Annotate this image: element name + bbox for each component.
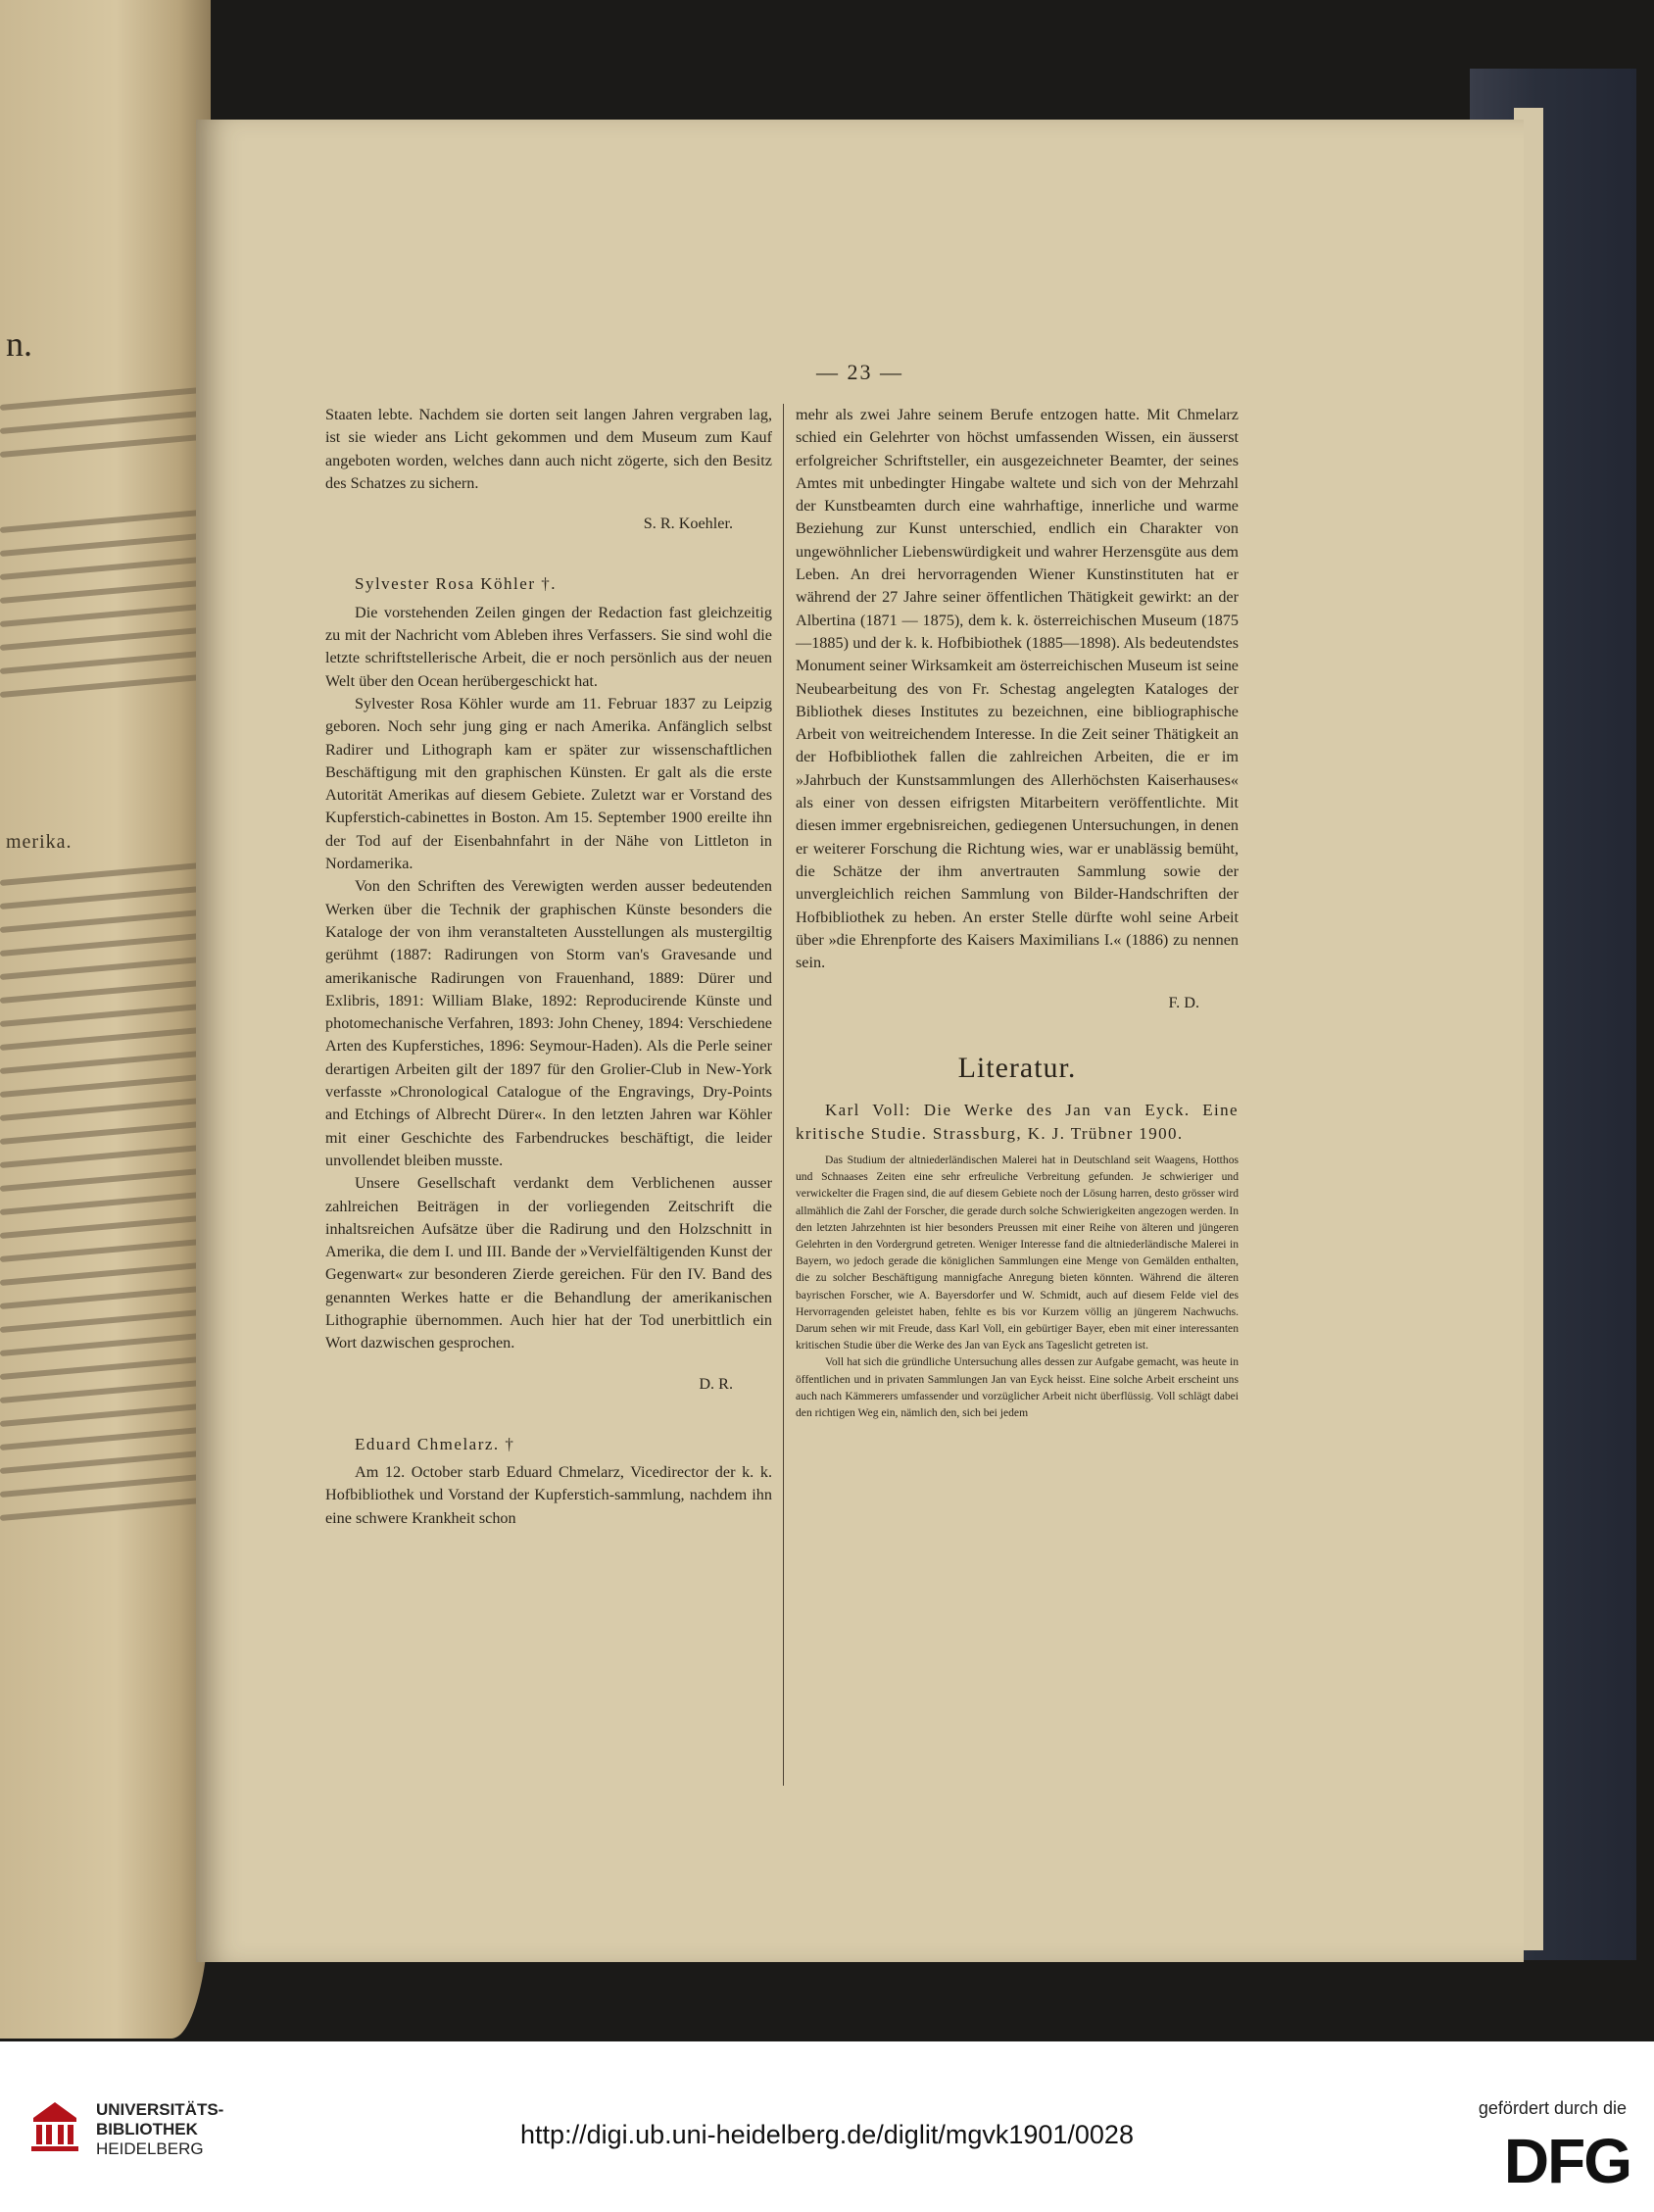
paragraph: Am 12. October starb Eduard Chmelarz, Vicedirector der k. k. Hofbibliothek und Vorstand der Kupferstich-sammlung, nachdem ihn eine schwere Krankheit schon [325, 1463, 772, 1527]
signature: F. D. [1168, 994, 1199, 1012]
review-body [796, 1152, 1239, 1421]
paragraph: Das Studium der altniederländischen Malerei hat in Deutschland seit Waagens, Hotthos und Schnaases Zeiten eine sehr erfreuliche Verbreitung gefunden. Je schwieriger und verwickelter die Fragen sind, die auf diesem Gebiete noch der Lösung harren, desto grösser wird allmählich die Zahl der Forscher, die gerade durch solche Schwierigkeiten angezogen werden. In den letzten Jahrzehnten ist hier besonders Preussen mit einer Reihe von älteren und jüngeren Gelehrten in den Vordergrund getreten. Weniger Interesse fand die altniederländische Malerei in Bayern, wo jedoch gerade die königlichen Sammlungen eine Menge von Gemälden enthalten, die zu solcher Beschäftigung mannigfache Anregung bieten könnten. Während die älteren bayrischen Forscher, wie A. Bayersdorfer und W. Schmidt, auch auf diesem Felde viel des Hervorragenden geleistet haben, fehlte es bis vor Kurzem völlig an jüngerem Nachwuchs. Darum sehen wir mit Freude, dass Karl Voll, ein gebürtiger Bayer, eben mit einer interessanten kritischen Studie über die Werke des Jan van Eyck ans Tageslicht getreten ist. [796, 1154, 1239, 1352]
paragraph: Von den Schriften des Verewigten werden ausser bedeutenden Werken über die Technik der graphischen Künste besonders die Kataloge der von ihm veranstalteten Ausstellungen als mustergiltig gerühmt (1887: Radirungen von Storm van's Gravesande und amerikanische Radirungen von Frauenhand, 1889: Dürer und Exlibris, 1891: William Blake, 1892: Reproducirende Künste und photomechanische Verfahren, 1893: John Cheney, 1894: Verschiedene Arten des Kupferstiches, 1896: Seymour-Haden). Als die Perle seiner derartigen Arbeiten gilt der 1897 für den Grolier-Club in New-York verfasste »Chronological Catalogue of the Engravings, Dry-Points and Etchings of Albrecht Dürer«. In den letzten Jahren war Köhler mit einer Geschichte des Farbendruckes beschäftigt, die leider unvollendet bleiben musste. [325, 877, 772, 1169]
scanned-page [196, 120, 1524, 1962]
funding-caption: gefördert durch die [1478, 2098, 1627, 2118]
obituary-heading: Eduard Chmelarz. † [355, 1434, 515, 1453]
facing-page-subheading: merika. [6, 831, 73, 853]
paragraph: Die vorstehenden Zeilen gingen der Redaction fast gleichzeitig zu mit der Nachricht vom Ableben ihres Verfassers. Sie sind wohl die letzte schriftstellerische Arbeit, die er noch persönlich aus der neuen Welt über den Ocean herübergeschickt hat. [325, 603, 772, 690]
page-number: — 23 — [816, 360, 903, 384]
section-title: Literatur. [957, 1051, 1077, 1084]
permalink-url[interactable]: http://digi.ub.uni-heidelberg.de/diglit/mgvk1901/0028 [520, 2120, 1134, 2149]
obituary-heading: Sylvester Rosa Köhler †. [355, 574, 557, 594]
library-name-line: UNIVERSITÄTS- [96, 2100, 224, 2119]
right-column [796, 404, 1239, 1421]
paragraph: Sylvester Rosa Köhler wurde am 11. Februar 1837 zu Leipzig geboren. Noch sehr jung ging er nach Amerika. Anfänglich selbst Radirer und Lithograph kam er später zur wissenschaftlichen Beschäftigung mit den graphischen Künsten. Er galt als die erste Autorität Amerikas auf diesem Gebiete. Zuletzt war er Vorstand des Kupferstich-cabinettes in Boston. Am 15. September 1900 ereilte ihn der Tod auf der Eisenbahnfahrt in der Nähe von Littleton in Nordamerika. [325, 694, 772, 873]
paragraph: Unsere Gesellschaft verdankt dem Verblichenen ausser zahlreichen Beiträgen in der vorliegenden Zeitschrift die inhaltsreichen Aufsätze über die Radirung und den Holzschnitt in Amerika, die dem I. und III. Bande der »Vervielfältigenden Kunst der Gegenwart« zur besonderen Zierde gereichen. Für den IV. Band des genannten Werkes hatte er die Behandlung der amerikanischen Lithographie übernommen. Auch hier hat der Tod unerbittlich ein Wort dazwischen gesprochen. [325, 1174, 772, 1352]
column-divider [783, 404, 784, 1786]
facing-page [0, 0, 211, 2039]
signature: S. R. Koehler. [643, 515, 733, 533]
paragraph: Voll hat sich die gründliche Untersuchung alles dessen zur Aufgabe gemacht, was heute in öffentlichen und in privaten Sammlungen Jan van Eyck heisst. Eine solche Arbeit erscheint uns auch nach Kämmerers umfassender und vorzüglicher Arbeit nicht überflüssig. Voll schlägt dabei den richtigen Weg ein, nämlich den, sich bei jedem [796, 1355, 1239, 1420]
footer-bar [0, 2041, 1654, 2212]
facing-page-text-block-1 [0, 387, 211, 475]
library-name-line: BIBLIOTHEK [96, 2120, 198, 2138]
signature: D. R. [699, 1374, 733, 1393]
paragraph: mehr als zwei Jahre seinem Berufe entzogen hatte. Mit Chmelarz schied ein Gelehrter von höchst umfassenden Wissen, ein äusserst erfolgreicher Schriftsteller, ein ausgezeichneter Beamter, der seines Amtes mit unbedingter Hingabe waltete und sich von der Mehrzahl der Kunstbeamten durch eine wahrhaftige, innerliche und warme Beziehung zur Kunst unterschied, endlich ein Charakter von ungewöhnlicher Liebenswürdigkeit und wahrer Herzensgüte aus dem Leben. An drei hervorragenden Wiener Kunstinstituten hat er während der 27 Jahre seiner öffentlichen Thätigkeit gewirkt: an der Albertina (1871 — 1875), dem k. k. österreichischen Museum (1875—1885) und der k. k. Hofbibiothek (1885—1898). Als bedeutendstes Monument seiner Wirksamkeit am österreichischen Museum ist seine Neubearbeitung des von Fr. Schestag angelegten Kataloges der Bibliothek dieses Institutes zu bezeichnen, eine bibliographische Arbeit von weitreichendem Interesse. In die Zeit seiner Thätigkeit an der Hofbibliothek fallen die zahlreichen Arbeiten, die er im »Jahrbuch der Kunstsammlungen des Allerhöchsten Kaiserhauses« als einer von dessen eifrigsten Mitarbeitern veröffentlichte. Mit diesen immer ergebnisreichen, gediegenen Untersuchungen, in denen er weiterer Forschung die Richtung wies, war er unablässig bemüht, die Schätze der ihm anvertrauten Sammlung sowie der unvergleichlich reichen Sammlung von Bilder-Handschriften der Hofbibliothek zu heben. An erster Stelle dürfte wohl seine Arbeit über »die Ehrenpforte des Kaisers Maximilians I.« (1886) zu nennen sein. [796, 406, 1239, 972]
facing-page-heading: n. [6, 324, 32, 364]
dfg-logo: DFG [1503, 2126, 1630, 2196]
left-column [325, 404, 772, 1530]
facing-page-text-block-2 [0, 510, 211, 715]
facing-page-text-block-3 [0, 862, 211, 1539]
review-heading: Karl Voll: Die Werke des Jan van Eyck. Eine kritische Studie. Strassburg, K. J. Trübner 1900. [796, 1101, 1239, 1144]
paragraph: Staaten lebte. Nachdem sie dorten seit langen Jahren vergraben lag, ist sie wieder ans Licht gekommen und dem Museum zum Kauf angeboten worden, welches dann auch nicht zögerte, sich den Besitz des Schatzes zu sichern. [325, 406, 772, 492]
library-name-line: HEIDELBERG [96, 2139, 204, 2158]
